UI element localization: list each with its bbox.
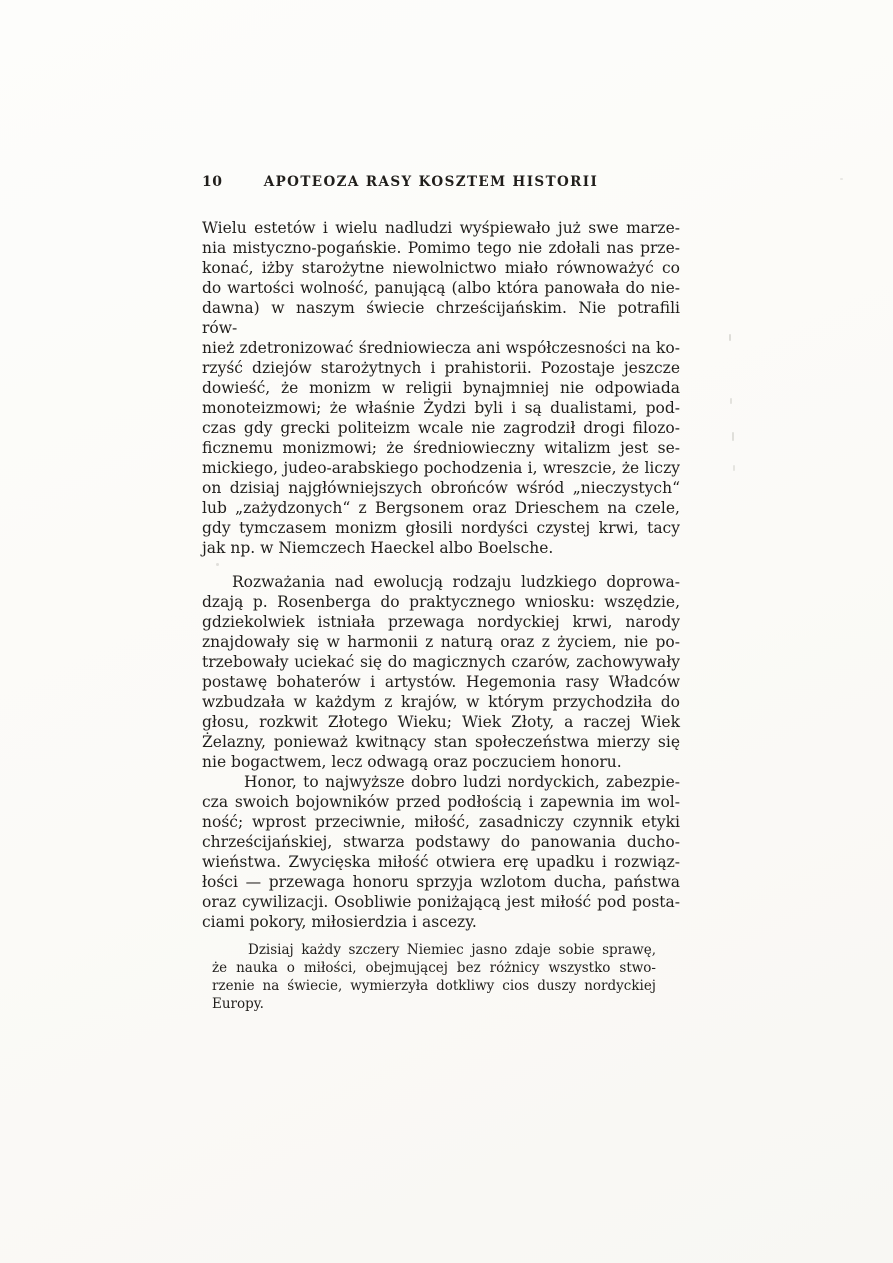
text-line: chrześcijańskiej, stwarza podstawy do panowania ducho- — [202, 833, 680, 851]
text-line: Rozważania nad ewolucją rodzaju ludzkiego doprowa- — [232, 573, 680, 591]
text-line: oraz cywilizacji. Osobliwie poniżającą jest miłość pod posta- — [202, 893, 680, 911]
text-column — [202, 172, 680, 1013]
scan-artifact — [733, 465, 735, 471]
text-line: nia mistyczno-pogańskie. Pomimo tego nie zdołali nas prze- — [202, 239, 680, 257]
paragraph-2 — [202, 572, 680, 772]
text-line: ficznemu monizmowi; że średniowieczny witalizm jest se- — [202, 439, 680, 457]
text-line: Honor, to najwyższe dobro ludzi nordyckich, zabezpie- — [244, 773, 680, 791]
text-line: Europy. — [212, 996, 264, 1012]
running-title: APOTEOZA RASY KOSZTEM HISTORII — [263, 174, 599, 190]
paragraph-3 — [202, 772, 680, 932]
text-line: konać, iżby starożytne niewolnictwo miało równoważyć co — [202, 259, 680, 277]
text-line: ność; wprost przeciwnie, miłość, zasadniczy czynnik etyki — [202, 813, 680, 831]
text-line: Wielu estetów i wielu nadludzi wyśpiewało już swe marze- — [202, 219, 680, 237]
paragraph-4-smalltype — [212, 941, 656, 1013]
text-line: ciami pokory, miłosierdzia i ascezy. — [202, 913, 477, 931]
paragraph-1 — [202, 218, 680, 558]
text-line: czas gdy grecki politeizm wcale nie zagrodził drogi filozo- — [202, 419, 680, 437]
text-line: on dzisiaj najgłówniejszych obrońców wśród „nieczystych“ — [202, 479, 680, 497]
text-line: wieństwa. Zwycięska miłość otwiera erę upadku i rozwiąz- — [202, 853, 680, 871]
text-line: jak np. w Niemczech Haeckel albo Boelsche. — [202, 539, 554, 557]
text-line: mickiego, judeo-arabskiego pochodzenia i, wreszcie, że liczy — [202, 459, 680, 477]
text-line: rzenie na świecie, wymierzyła dotkliwy cios duszy nordyckiej — [212, 978, 656, 994]
text-line: do wartości wolność, panującą (albo która panowała do nie- — [202, 279, 680, 297]
text-line: dzają p. Rosenberga do praktycznego wniosku: wszędzie, — [202, 593, 680, 611]
text-line: Dzisiaj każdy szczery Niemiec jasno zdaje sobie sprawę, — [248, 942, 656, 958]
text-line: łości — przewaga honoru sprzyja wzlotom ducha, państwa — [202, 873, 680, 891]
text-line: lub „zażydzonych“ z Bergsonem oraz Drieschem na czele, — [202, 499, 680, 517]
text-line: że nauka o miłości, obejmującej bez różnicy wszystko stwo- — [212, 960, 656, 976]
text-line: monoteizmowi; że właśnie Żydzi byli i są dualistami, pod- — [202, 399, 680, 417]
scan-artifact — [840, 178, 843, 180]
text-line: znajdowały się w harmonii z naturą oraz z życiem, nie po- — [202, 633, 680, 651]
scan-artifact — [730, 398, 732, 404]
scan-artifact — [732, 432, 734, 441]
scan-artifact — [729, 334, 731, 341]
text-line: nież zdetronizować średniowiecza ani współczesności na ko- — [202, 339, 680, 357]
text-line: trzebowały uciekać się do magicznych czarów, zachowywały — [202, 653, 680, 671]
text-line: Żelazny, ponieważ kwitnący stan społeczeństwa mierzy się — [202, 733, 680, 751]
text-line: nie bogactwem, lecz odwagą oraz poczuciem honoru. — [202, 753, 622, 771]
text-line: wzbudzała w każdym z krajów, w którym przychodziła do — [202, 693, 680, 711]
page-header — [202, 172, 680, 194]
text-line: gdziekolwiek istniała przewaga nordyckiej krwi, narody — [202, 613, 680, 631]
scan-artifact — [216, 563, 219, 566]
text-line: dawna) w naszym świecie chrześcijańskim. Nie potrafili rów- — [202, 299, 680, 337]
text-line: gdy tymczasem monizm głosili nordyści czystej krwi, tacy — [202, 519, 680, 537]
text-line: cza swoich bojowników przed podłością i zapewnia im wol- — [202, 793, 680, 811]
text-line: dowieść, że monizm w religii bynajmniej nie odpowiada — [202, 379, 680, 397]
page-number: 10 — [202, 174, 223, 190]
text-line: rzyść dziejów starożytnych i prahistorii. Pozostaje jeszcze — [202, 359, 680, 377]
text-line: głosu, rozkwit Złotego Wieku; Wiek Złoty, a raczej Wiek — [202, 713, 680, 731]
text-line: postawę bohaterów i artystów. Hegemonia rasy Władców — [202, 673, 680, 691]
